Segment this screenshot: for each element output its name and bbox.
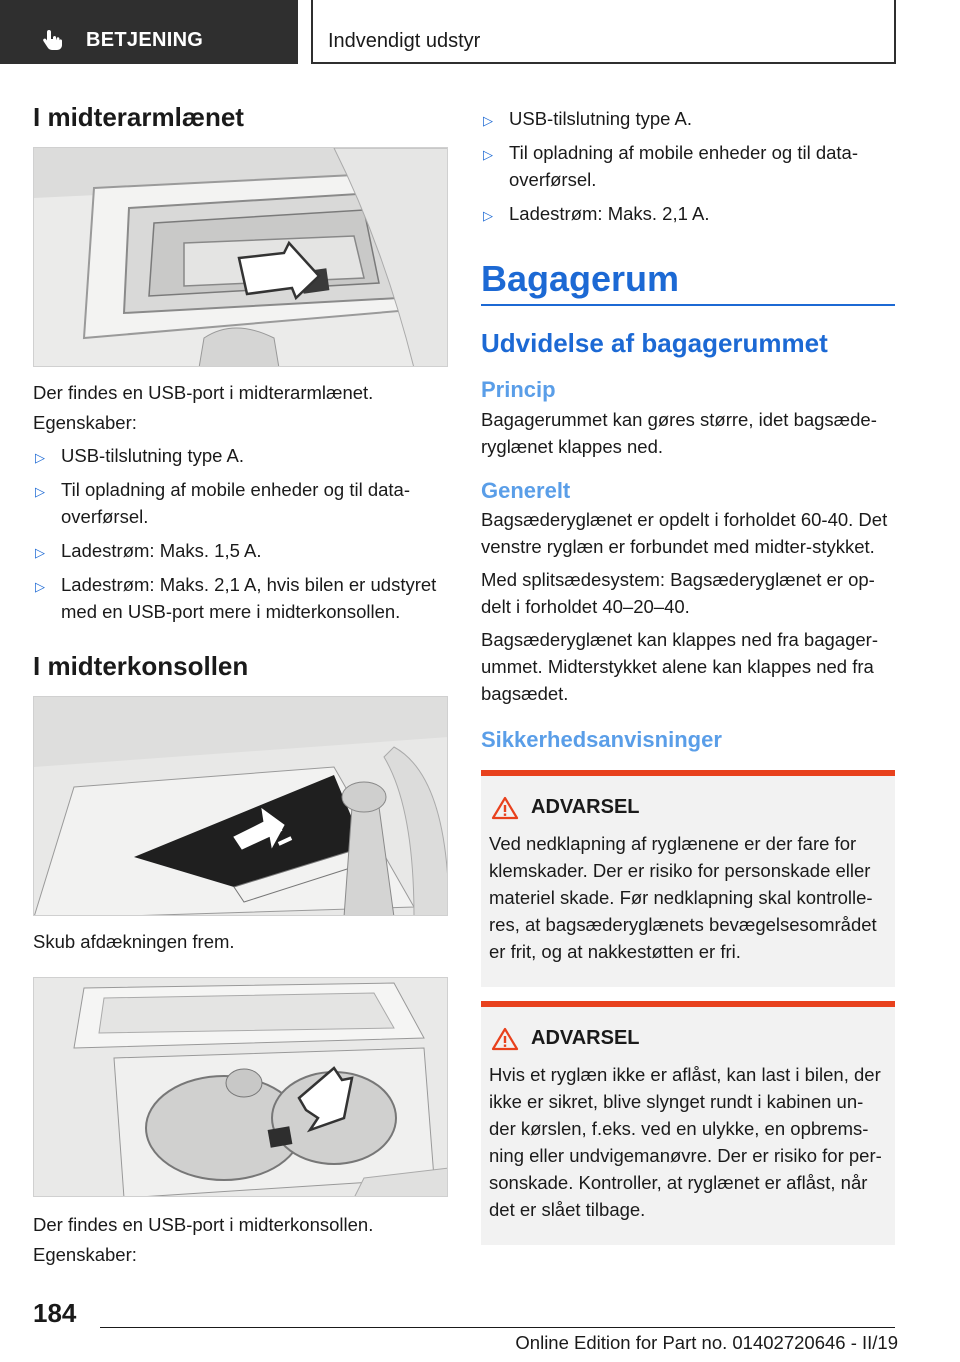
warning-title: ADVARSEL	[531, 796, 640, 819]
general-text-3: Bagsæderyglænet kan klappes ned fra bagager-ummet. Midterstykket alene kan klappes ned fra bagsædet.	[481, 629, 878, 705]
right-column	[481, 100, 895, 1245]
warning-text: Hvis et ryglæn ikke er aflåst, kan last i bilen, der ikke er sikret, blive slynget rundt i kabinen un-der kørslen, f.eks. ved en ulykke, en opbrems-ning eller undvigemanøvre. Der er risiko for per-sonskade. Kontroller, at ryglænet er aflåst, når det er slået tilbage.	[489, 1063, 882, 1220]
warning-triangle-icon	[491, 1027, 519, 1051]
general-heading: Generelt	[481, 477, 571, 503]
heading-center-armrest: I midterarmlænet	[33, 102, 244, 132]
armrest-usb-text: Der findes en USB-port i midterarmlænet.	[33, 382, 374, 404]
hand-pointer-icon	[40, 28, 64, 52]
list-item: ▷ Ladestrøm: Maks. 2,1 A, hvis bilen er udstyret med en USB-port mere i midterkonsollen.	[35, 574, 437, 623]
footer-divider	[100, 1327, 895, 1328]
list-item: ▷ Ladestrøm: Maks. 2,1 A.	[481, 200, 895, 227]
header-section-label: BETJENING	[86, 29, 204, 51]
triangle-bullet-icon: ▷	[35, 579, 45, 595]
console-usb-text: Der findes en USB-port i midterkonsollen.	[33, 1214, 374, 1236]
list-item: ▷ Ladestrøm: Maks. 1,5 A.	[33, 537, 448, 564]
safety-heading: Sikkerhedsanvisninger	[481, 727, 722, 753]
warning-text: Ved nedklapning af ryglænene er der fare for klemskader. Der er risiko for personskade eller materiel skade. Før nedklapning skal kontrolle-res, at bagsæderyglænets bevægelsesområdet er frit, og at nakkestøtten er fri.	[489, 832, 877, 962]
list-item: ▷ Til opladning af mobile enheder og til data-overførsel.	[483, 142, 858, 190]
page-number: 184	[33, 1298, 77, 1328]
console-properties-list	[481, 105, 895, 227]
console-properties-label: Egenskaber:	[33, 1244, 137, 1266]
list-item: ▷ USB-tilslutning type A.	[33, 442, 448, 469]
warning-box	[481, 1001, 895, 1245]
header-chapter-label: Indvendigt udstyr	[328, 30, 481, 52]
triangle-bullet-icon: ▷	[483, 208, 493, 223]
left-column	[33, 100, 448, 1268]
console-usb-photo	[33, 977, 448, 1197]
armrest-properties-list	[33, 442, 448, 625]
general-text-1: Bagsæderyglænet er opdelt i forholdet 60-40. Det venstre ryglæn er forbundet med midter-stykket.	[481, 509, 888, 558]
warning-title: ADVARSEL	[531, 1027, 640, 1050]
warning-box	[481, 770, 895, 987]
warning-header	[491, 1027, 887, 1051]
warning-triangle-icon	[491, 796, 519, 820]
principle-heading: Princip	[481, 377, 556, 403]
armrest-usb-photo	[33, 147, 448, 367]
heading-center-console: I midterkonsollen	[33, 651, 249, 682]
chapter-title: Bagagerum	[481, 258, 680, 299]
triangle-bullet-icon: ▷	[35, 484, 45, 500]
list-item: ▷ USB-tilslutning type A.	[481, 105, 895, 132]
triangle-bullet-icon: ▷	[483, 147, 493, 162]
list-item: ▷ Til opladning af mobile enheder og til data-overførsel.	[35, 479, 410, 528]
triangle-bullet-icon: ▷	[35, 450, 45, 466]
armrest-properties-label: Egenskaber:	[33, 412, 137, 434]
console-cover-photo	[33, 696, 448, 916]
general-text-2: Med splitsædesystem: Bagsæderyglænet er op-delt i forholdet 40–20–40.	[481, 569, 875, 618]
principle-text: Bagagerummet kan gøres større, idet bagsæde-ryglænet klappes ned.	[481, 408, 877, 457]
triangle-bullet-icon: ▷	[483, 113, 493, 128]
chapter-divider	[481, 304, 895, 306]
warning-header	[491, 796, 887, 820]
triangle-bullet-icon: ▷	[35, 545, 45, 561]
header-section-tab	[0, 0, 298, 64]
console-caption: Skub afdækningen frem.	[33, 931, 235, 953]
subsection-title: Udvidelse af bagagerummet	[481, 328, 828, 359]
header-chapter-box	[311, 0, 896, 64]
footer-edition: Online Edition for Part no. 01402720646 - II/19	[515, 1332, 898, 1353]
